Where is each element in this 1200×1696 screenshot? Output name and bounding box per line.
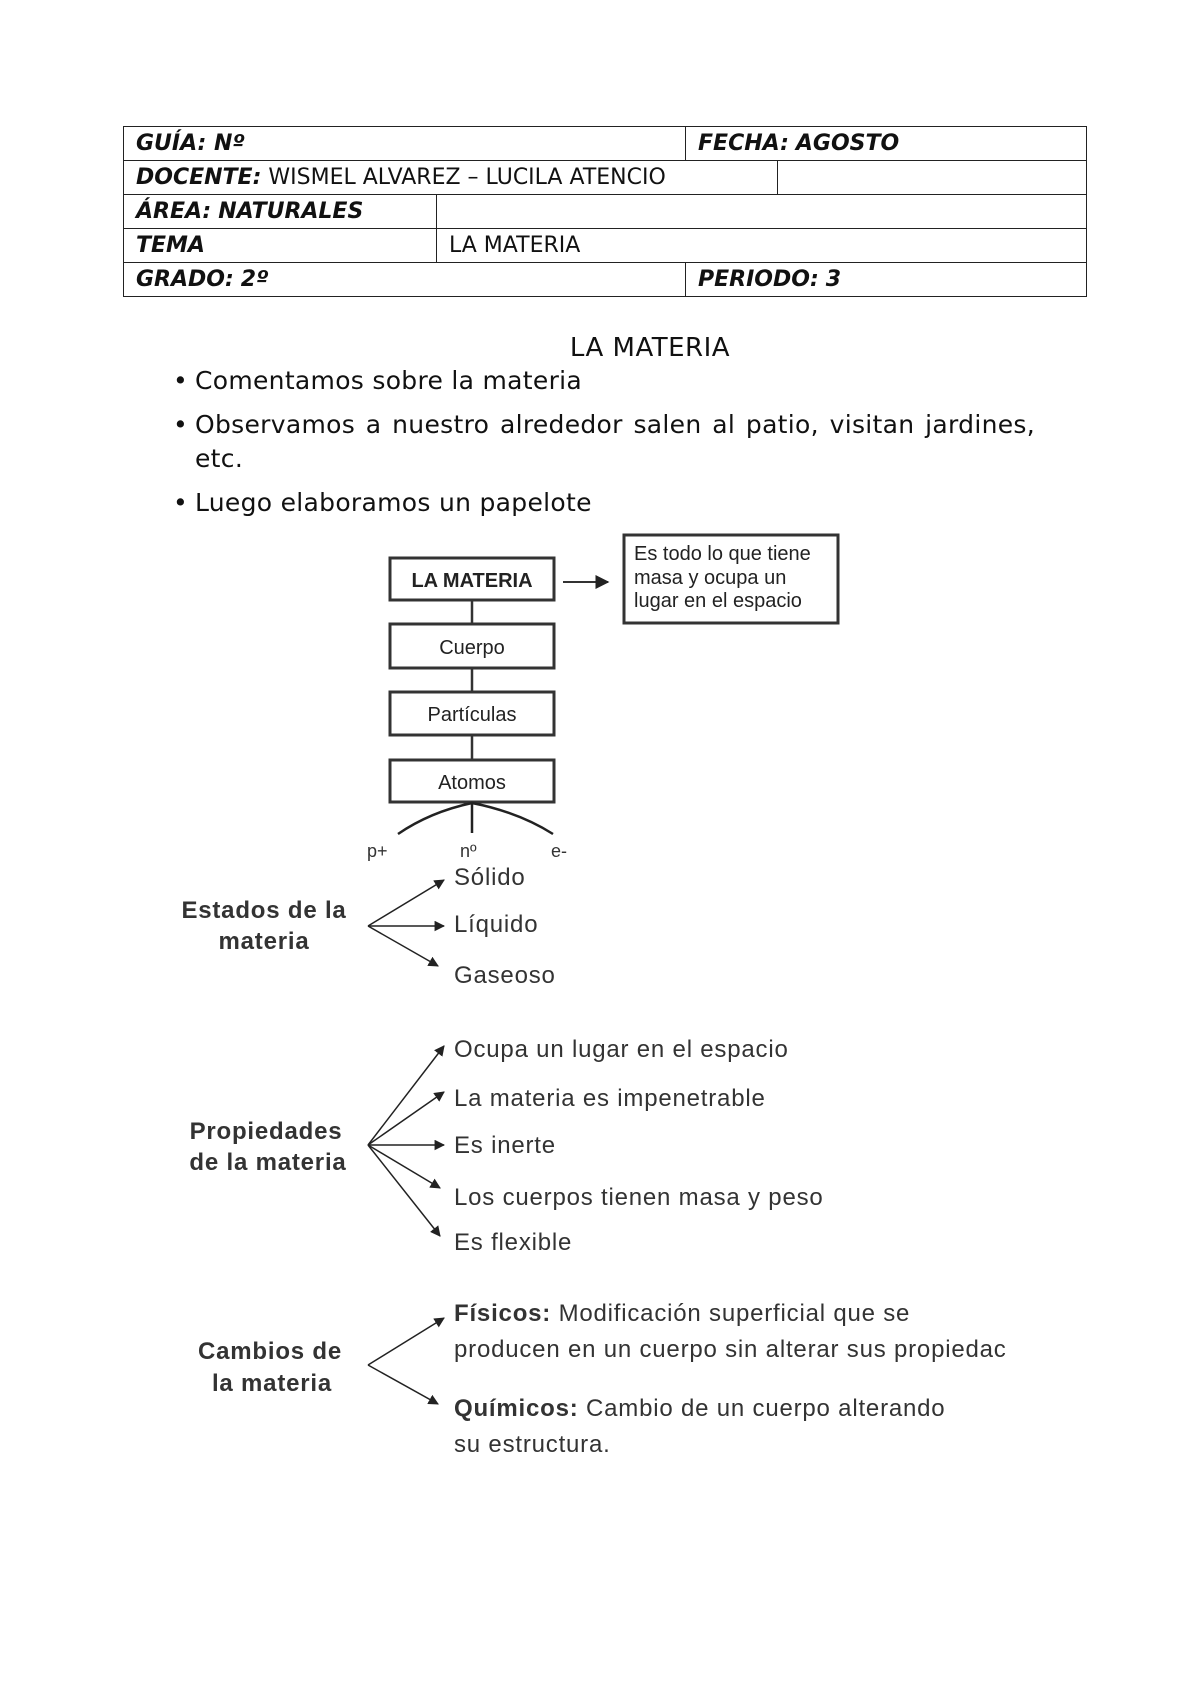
cambio-quimicos-term: Químicos: [454, 1395, 579, 1422]
bullet-text: Comentamos sobre la materia [195, 366, 583, 395]
cambio-quimicos-text-1: Cambio de un cuerpo alterando [586, 1395, 946, 1422]
cambio-fisicos [454, 1300, 910, 1327]
docente-label: DOCENTE: [136, 165, 262, 190]
bullet-dot: • [173, 488, 189, 517]
cambio-quimicos [454, 1395, 945, 1422]
box-particulas-label: Partículas [427, 704, 517, 726]
grado-label: GRADO: [136, 267, 234, 292]
bullet-dot: • [173, 410, 189, 439]
grado-value: 2º [240, 267, 269, 292]
atom-part-electron: e- [551, 841, 568, 861]
cambios-label-line-1: Cambios de [197, 1338, 343, 1365]
cambios-group [198, 1300, 1007, 1458]
box-cuerpo-label: Cuerpo [439, 637, 505, 659]
tema-label: TEMA [136, 233, 205, 258]
estados-arrow-1 [368, 880, 444, 926]
periodo-label: PERIODO: [698, 267, 819, 292]
estados-arrow-3 [368, 926, 438, 966]
hierarchy-chain [367, 535, 838, 861]
cambio-quimicos-text-2: su estructura. [454, 1431, 611, 1458]
propiedad-item-2: La materia es impenetrable [454, 1085, 766, 1112]
guia-label: GUÍA: Nº [136, 131, 245, 156]
area-value: NATURALES [218, 199, 364, 224]
estados-item-liquido: Líquido [454, 911, 539, 938]
bullet-text: Observamos a nuestro alrededor salen al patio, visitan jardines, etc. [195, 410, 1035, 473]
cambio-fisicos-text-1: Modificación superficial que se [558, 1300, 911, 1327]
propiedades-group [189, 1036, 823, 1256]
propiedad-item-1: Ocupa un lugar en el espacio [454, 1036, 789, 1063]
area-label: ÁREA: [136, 199, 212, 224]
cambio-fisicos-term: Físicos: [454, 1300, 552, 1327]
definition-line-1: Es todo lo que tiene [634, 543, 811, 565]
estados-label-line-2: materia [218, 928, 310, 955]
propiedades-arrow-1 [368, 1046, 444, 1145]
propiedades-label-line-2: de la materia [189, 1149, 347, 1176]
definition-line-2: masa y ocupa un [634, 567, 787, 589]
cambios-arrow-1 [368, 1318, 444, 1365]
estados-label-line-1: Estados de la [181, 897, 347, 924]
propiedad-item-3: Es inerte [454, 1132, 556, 1159]
page-title: LA MATERIA [569, 333, 731, 363]
definition-line-3: lugar en el espacio [634, 590, 802, 612]
propiedad-item-4: Los cuerpos tienen masa y peso [454, 1184, 824, 1211]
cambio-fisicos-text-2: producen en un cuerpo sin alterar sus propiedac [454, 1336, 1007, 1363]
periodo-value: 3 [825, 267, 842, 292]
bullet-text: Luego elaboramos un papelote [195, 488, 592, 517]
propiedad-item-5: Es flexible [454, 1229, 573, 1256]
atom-part-proton: p+ [367, 841, 388, 861]
propiedades-label-line-1: Propiedades [189, 1118, 343, 1145]
fecha-label: FECHA: [698, 131, 789, 156]
box-la-materia-label: LA MATERIA [411, 570, 533, 592]
bullet-dot: • [173, 366, 189, 395]
propiedades-arrow-4 [368, 1145, 440, 1188]
estados-item-solido: Sólido [454, 864, 526, 891]
tema-value: LA MATERIA [449, 233, 581, 258]
box-atomos-label: Atomos [438, 772, 506, 794]
atom-part-neutron: nº [460, 841, 477, 861]
cambios-label-line-2: la materia [211, 1370, 333, 1397]
estados-item-gaseoso: Gaseoso [454, 962, 556, 989]
docente-value: WISMEL ALVAREZ – LUCILA ATENCIO [268, 165, 666, 190]
propiedades-arrow-5 [368, 1145, 440, 1236]
estados-group [181, 864, 555, 989]
cambios-arrow-2 [368, 1365, 438, 1404]
propiedades-arrow-2 [368, 1092, 444, 1145]
atom-branches [398, 803, 553, 834]
fecha-value: AGOSTO [795, 131, 900, 156]
